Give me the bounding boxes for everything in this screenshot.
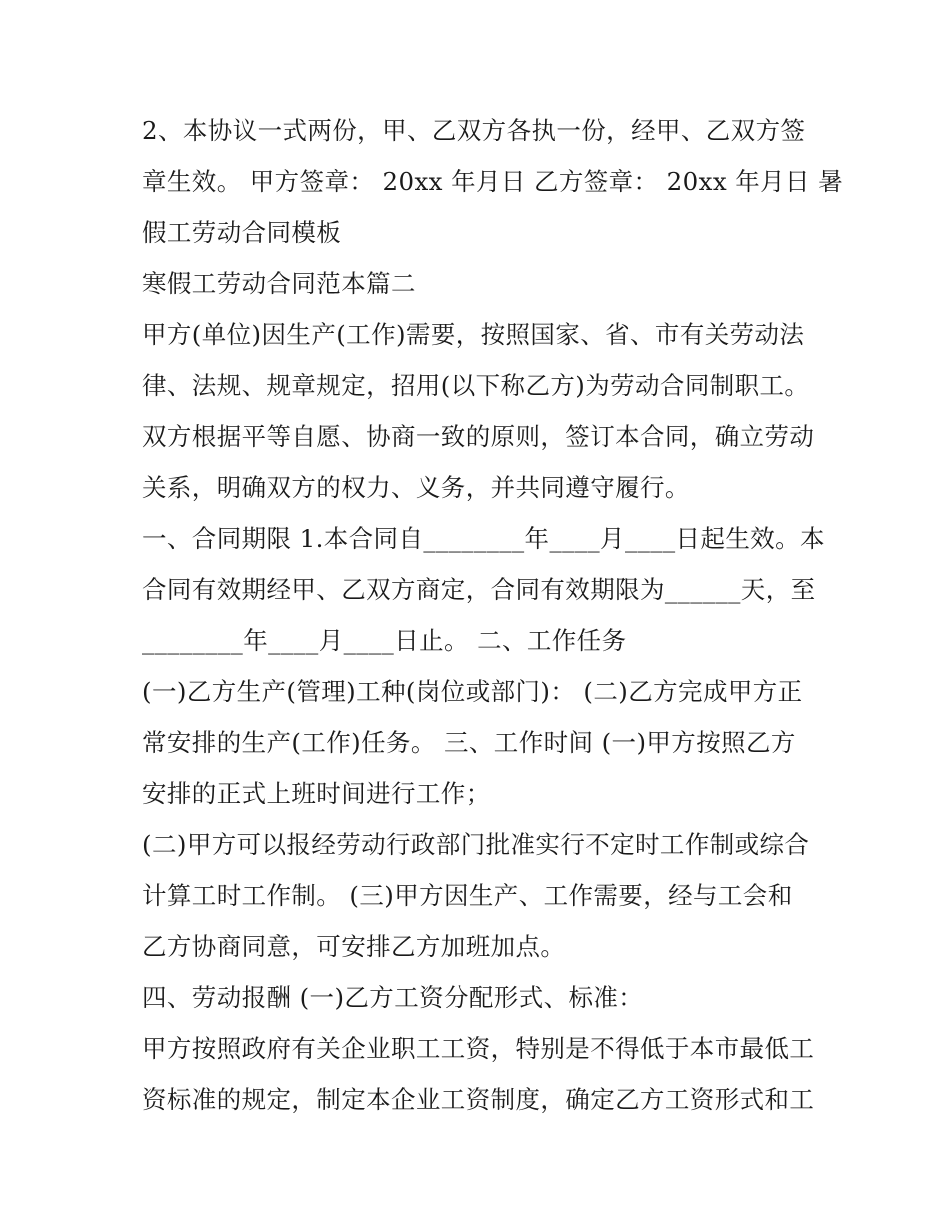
- text-line: (二)甲方可以报经劳动行政部门批准实行不定时工作制或综合: [142, 830, 810, 859]
- section-heading: 寒假工劳动合同范本篇二: [142, 269, 416, 298]
- text-line: 常安排的生产(工作)任务。 三、工作时间 (一)甲方按照乙方: [142, 728, 796, 757]
- text-line: 一、合同期限 1.本合同自________年____月____日起生效。本: [142, 524, 825, 553]
- text-line: 律、法规、规章规定，招用(以下称乙方)为劳动合同制职工。: [142, 371, 810, 400]
- text-line: ________年____月____日止。 二、工作任务: [142, 626, 627, 655]
- text-line: 假工劳动合同模板: [142, 218, 342, 247]
- text-line: 双方根据平等自愿、协商一致的原则，签订本合同，确立劳动: [142, 422, 815, 451]
- document-body: [142, 105, 844, 1125]
- text-line: 资标准的规定，制定本企业工资制度，确定乙方工资形式和工: [142, 1085, 815, 1114]
- text-line: 计算工时工作制。 (三)甲方因生产、工作需要，经与工会和: [142, 881, 793, 910]
- text-line: 关系，明确双方的权力、义务，并共同遵守履行。: [142, 473, 690, 502]
- text-line: 乙方协商同意，可安排乙方加班加点。: [142, 932, 566, 961]
- text-line: (一)乙方生产(管理)工种(岗位或部门)： (二)乙方完成甲方正: [142, 677, 803, 706]
- text-line: 安排的正式上班时间进行工作；: [142, 779, 491, 808]
- text-line: 四、劳动报酬 (一)乙方工资分配形式、标准：: [142, 983, 644, 1012]
- text-line: 甲方按照政府有关企业职工工资，特别是不得低于本市最低工: [142, 1034, 815, 1063]
- text-line: 2、本协议一式两份，甲、乙双方各执一份，经甲、乙双方签: [142, 116, 806, 145]
- text-line: 章生效。 甲方签章： 20xx 年月日 乙方签章： 20xx 年月日 暑: [142, 167, 844, 196]
- text-line: 合同有效期经甲、乙双方商定，合同有效期限为______天，至: [142, 575, 816, 604]
- text-line: 甲方(单位)因生产(工作)需要，按照国家、省、市有关劳动法: [142, 320, 805, 349]
